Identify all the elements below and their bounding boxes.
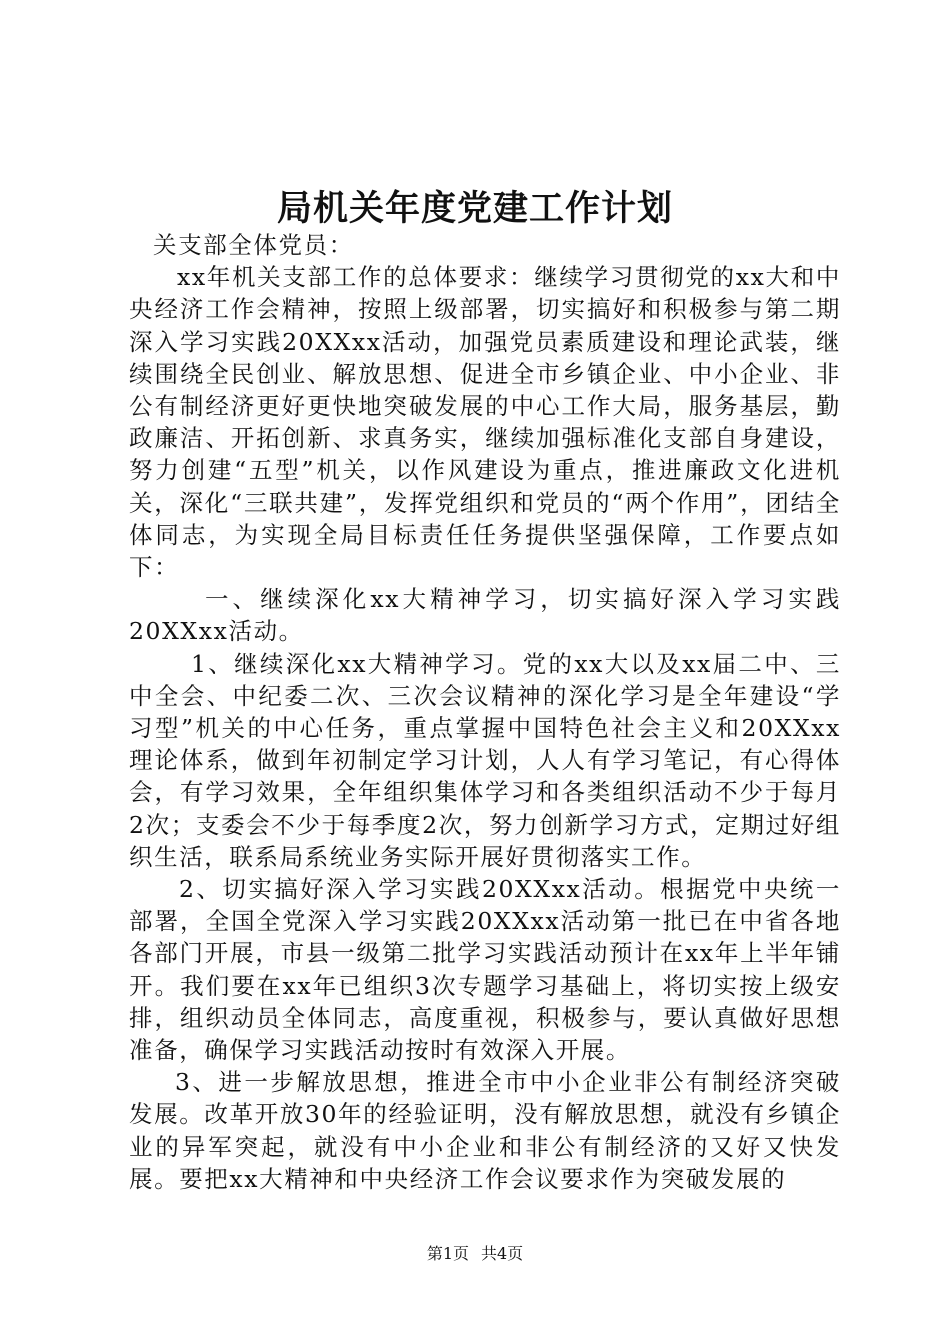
section-heading-1: 一、继续深化xx大精神学习，切实搞好深入学习实践20XXxx活动。 <box>129 585 841 646</box>
salutation: 关支部全体党员： <box>153 231 354 259</box>
document-title: 局机关年度党建工作计划 <box>276 188 673 229</box>
page-total: 共4页 <box>481 1244 524 1263</box>
paragraph-item-1: 1、继续深化xx大精神学习。党的xx大以及xx届二中、三中全会、中纪委二次、三次会议精神的深化学习是全年建设“学习型”机关的中心任务，重点掌握中国特色社会主义和20XXxx理论体系，做到年初制定学习计划，人人有学习笔记，有心得体会，有学习效果，全年组织集体学习和各类组织活动不少于每月2次；支委会不少于每季度2次，努力创新学习方式，定期过好组织生活，联系局系统业务实际开展好贯彻落实工作。 <box>129 649 841 871</box>
page-number: 第1页 <box>426 1244 469 1263</box>
page-footer <box>0 1243 950 1265</box>
paragraph-intro: xx年机关支部工作的总体要求：继续学习贯彻党的xx大和中央经济工作会精神，按照上级部署，切实搞好和积极参与第二期深入学习实践20XXxx活动，加强党员素质建设和理论武装，继续围绕全民创业、解放思想、促进全市乡镇企业、中小企业、非公有制经济更好更快地突破发展的中心工作大局，服务基层，勤政廉洁、开拓创新、求真务实，继续加强标准化支部自身建设，努力创建“五型”机关，以作风建设为重点，推进廉政文化进机关，深化“三联共建”，发挥党组织和党员的“两个作用”，团结全体同志，为实现全局目标责任任务提供坚强保障，工作要点如下： <box>129 263 841 582</box>
paragraph-item-2: 2、切实搞好深入学习实践20XXxx活动。根据党中央统一部署，全国全党深入学习实践20XXxx活动第一批已在中省各地各部门开展，市县一级第二批学习实践活动预计在xx年上半年铺开。我们要在xx年已组织3次专题学习基础上，将切实按上级安排，组织动员全体同志，高度重视，积极参与，要认真做好思想准备，确保学习实践活动按时有效深入开展。 <box>129 875 841 1065</box>
document-body <box>129 229 841 1195</box>
paragraph-item-3: 3、进一步解放思想，推进全市中小企业非公有制经济突破发展。改革开放30年的经验证明，没有解放思想，就没有乡镇企业的异军突起，就没有中小企业和非公有制经济的又好又快发展。要把xx大精神和中央经济工作会议要求作为突破发展的 <box>129 1068 841 1193</box>
